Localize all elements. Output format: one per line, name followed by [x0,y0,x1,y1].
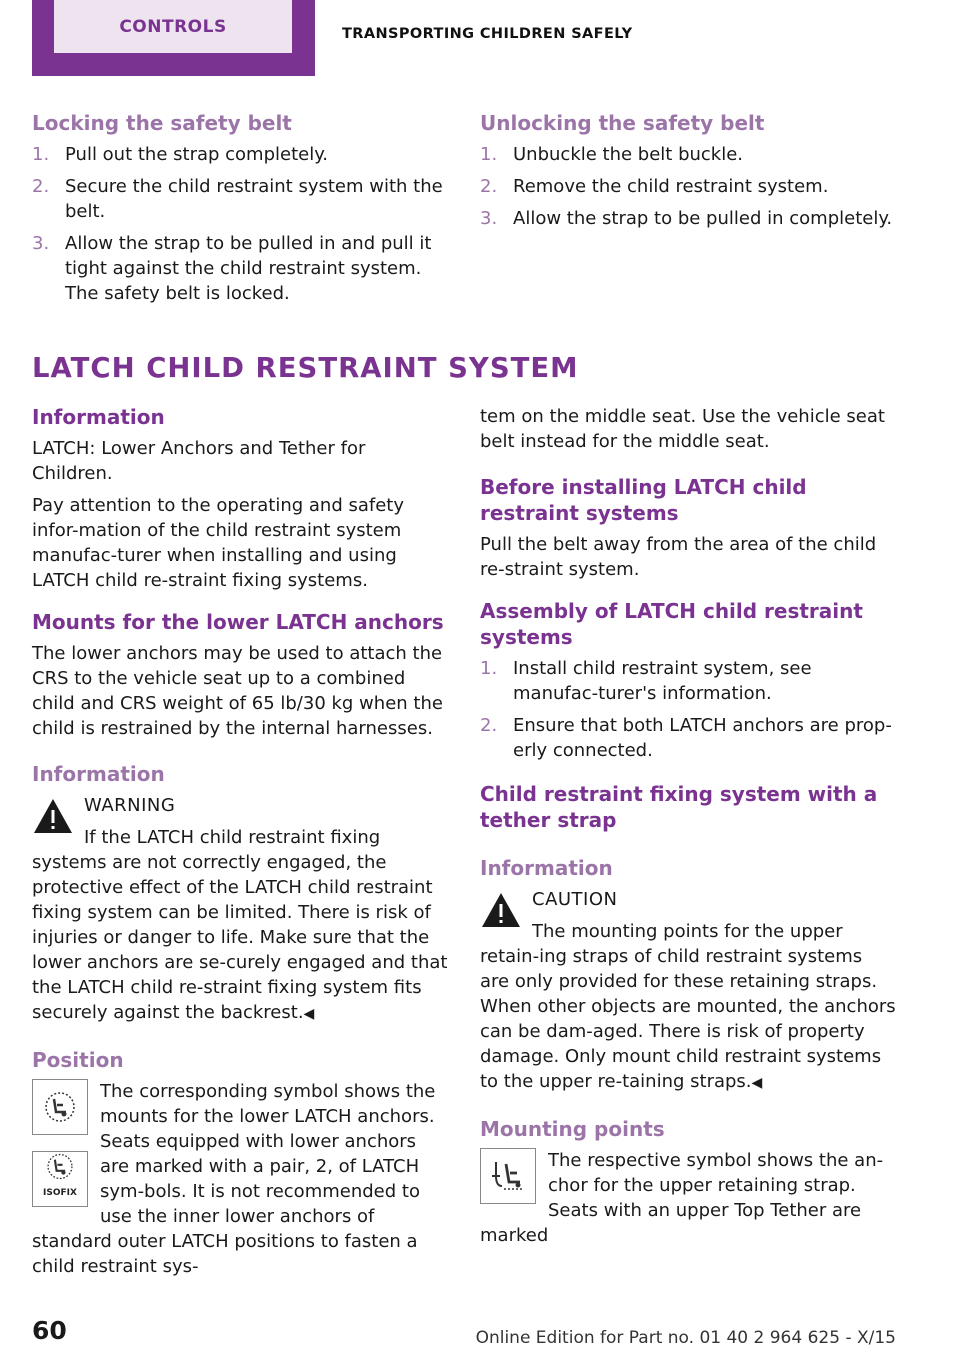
latch-seat-icon [32,1079,88,1135]
assembly-steps [480,656,896,763]
latch-left-column [32,404,448,1279]
page-number: 60 [32,1316,67,1345]
list-item: 2. Ensure that both LATCH anchors are prop-erly connected. [480,715,892,761]
isofix-seat-icon [32,1151,88,1207]
locking-section [32,110,448,314]
unlocking-title: Unlocking the safety belt [480,111,765,135]
warning-text: If the LATCH child restraint fixing systems are not correctly engaged, the protective effect of the LATCH child restraint fixing system can be limited. There is risk of injuries or danger to life. Make sure that the lower anchors are se-curely engaged and that the LATCH child re-straint fixing system fits securely against the backrest. [32,827,448,1023]
end-mark: ◀ [303,1006,315,1022]
position-block [32,1079,448,1279]
locking-steps [32,142,448,306]
end-mark: ◀ [751,1075,763,1091]
before-paragraph: Pull the belt away from the area of the child re-straint system. [480,534,877,580]
mounting-title: Mounting points [480,1117,665,1141]
latch-heading: LATCH CHILD RESTRAINT SYSTEM [32,352,579,384]
unlocking-section [480,110,896,239]
top-tether-icon [480,1148,536,1204]
list-item: 3. Allow the strap to be pulled in completely. [480,208,893,229]
unlocking-steps [480,142,896,231]
warning-triangle-icon [480,889,522,931]
tether-title: Child restraint fixing system with a tether strap [480,782,878,832]
position-text-continued: tem on the middle seat. Use the vehicle seat belt instead for the middle seat. [480,406,885,452]
section-title: TRANSPORTING CHILDREN SAFELY [342,26,633,42]
locking-title: Locking the safety belt [32,111,292,135]
mounting-block [480,1148,896,1248]
info-paragraph: LATCH: Lower Anchors and Tether for Children. [32,438,366,484]
warning-triangle-icon [32,795,74,837]
caution-label: CAUTION [532,889,618,910]
info2-title: Information [32,762,165,786]
position-text-part: The corresponding symbol shows the mounts for the lower LATCH anchors. Seats equipped with lower anchors are marked with a pair, 2, of LATCH sym-bols. It is not recommended to use the inner lower anchors of standard outer LATCH positions to fasten a child restraint sys- [32,1081,436,1277]
list-item: 1. Pull out the strap completely. [32,144,329,165]
before-title: Before installing LATCH child restraint systems [480,475,807,525]
mounts-title: Mounts for the lower LATCH anchors [32,610,444,634]
assembly-title: Assembly of LATCH child restraint systems [480,599,863,649]
caution-text: The mounting points for the upper retain-ing straps of child restraint systems are only provided for these retaining straps. When other objects are mounted, the anchors can be dam-aged. There is risk of property damage. Only mount child restraint systems to the upper re-taining straps. [480,921,896,1092]
list-item: 2. Secure the child restraint system with the belt. [32,176,443,222]
list-item: 1. Install child restraint system, see manufac-turer's information. [480,658,812,704]
warning-block [32,793,448,1027]
position-title: Position [32,1048,124,1072]
warning-label: WARNING [84,795,176,816]
list-item: 3. Allow the strap to be pulled in and pull it tight against the child restraint system. The safety belt is locked. [32,233,432,304]
symbols-column [32,1079,100,1213]
list-item: 1. Unbuckle the belt buckle. [480,144,744,165]
list-item: 2. Remove the child restraint system. [480,176,829,197]
mounting-text: The respective symbol shows the an-chor for the upper retaining strap. Seats with an upper Top Tether are marked [480,1150,884,1246]
isofix-label: ISOFIX [43,1188,77,1198]
chapter-tab-label: CONTROLS [54,0,292,53]
info3-title: Information [480,856,613,880]
latch-right-column [480,404,896,1248]
mounts-paragraph: The lower anchors may be used to attach the CRS to the vehicle seat up to a combined child and CRS weight of 65 lb/30 kg when the child is restrained by the internal harnesses. [32,643,443,739]
edition-footer: Online Edition for Part no. 01 40 2 964 625 - X/15 [475,1328,896,1348]
info-paragraph: Pay attention to the operating and safety infor-mation of the child restraint system manufac-turer when installing and using LATCH child re-straint fixing systems. [32,495,405,591]
info-title: Information [32,405,165,429]
caution-block [480,887,896,1096]
